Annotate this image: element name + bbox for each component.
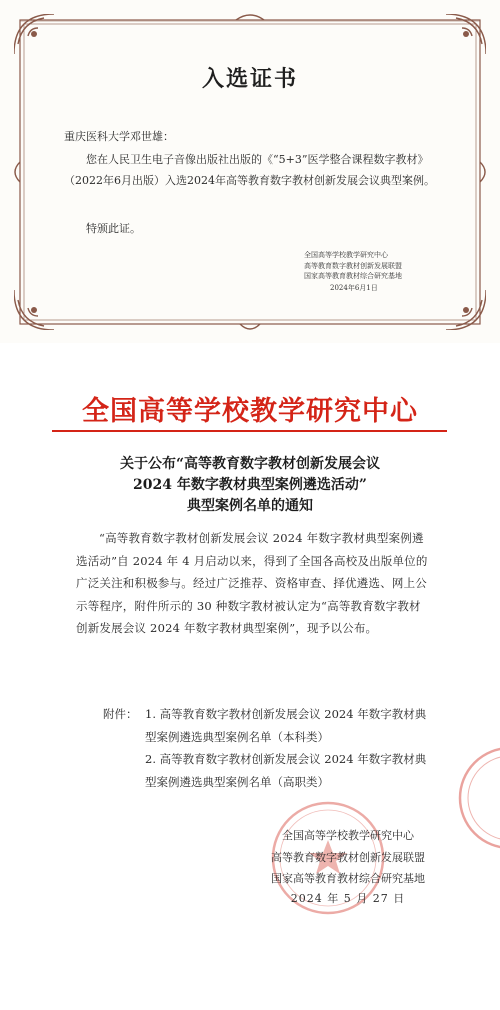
notice-issuer: 全国高等学校教学研究中心 xyxy=(282,829,414,842)
certificate-title: 入选证书 xyxy=(201,66,298,92)
attachments-label: 附件： xyxy=(103,707,138,721)
notice-body: “高等教育数字教材创新发展会议 2024 年数字教材典型案例遴选活动”自 2024 年 4 月启动以来，得到了全国各高校及出版单位的广泛关注和积极参与。经过广泛推荐、资格审查、择优遴选、网上公示等程序，附件所示的 30 种数字教材被认定为“高等教育数字教材创新发展会议 2024 年数字教材典型案例”，现予以公布。 xyxy=(76,531,428,635)
certificate-closing: 特颁此证。 xyxy=(86,222,141,235)
notice-issuers xyxy=(248,825,448,890)
notice-issuer: 高等教育数字教材创新发展联盟 xyxy=(271,850,425,864)
attachment-item: 2. 高等教育数字教材创新发展会议 2024 年数字教材典型案例遴选典型案例名单（高职类） xyxy=(145,752,427,789)
notice-title-line: 典型案例名单的通知 xyxy=(187,498,313,514)
notice-issuer: 国家高等教育教材综合研究基地 xyxy=(271,872,425,885)
notice-date: 2024 年 5 月 27 日 xyxy=(290,892,406,905)
certificate-issuers xyxy=(304,250,454,282)
attachment-item: 1. 高等教育数字教材创新发展会议 2024 年数字教材典型案例遴选典型案例名单（本科类） xyxy=(145,707,427,744)
letterhead-divider xyxy=(52,430,447,432)
certificate xyxy=(0,0,500,343)
certificate-issuer: 全国高等学校教学研究中心 xyxy=(304,251,388,259)
certificate-date: 2024年6月1日 xyxy=(330,284,378,292)
certificate-issuer: 高等教育数字教材创新发展联盟 xyxy=(304,261,402,270)
notice-title-line: 2024 年数字教材典型案例遴选活动” xyxy=(133,477,367,493)
certificate-issuer: 国家高等教育教材综合研究基地 xyxy=(304,272,402,280)
letterhead-org-name: 全国高等学校教学研究中心 xyxy=(82,396,418,427)
notice-document xyxy=(0,343,500,1010)
certificate-body: 您在人民卫生电子音像出版社出版的《“5+3”医学整合课程数字教材》（2022年6月出版）入选2024年高等教育数字教材创新发展会议典型案例。 xyxy=(64,153,435,187)
notice-title-line: 关于公布“高等教育数字教材创新发展会议 xyxy=(119,456,381,472)
partial-seal-stamp xyxy=(452,743,500,853)
certificate-recipient: 重庆医科大学邓世雄： xyxy=(64,130,174,143)
